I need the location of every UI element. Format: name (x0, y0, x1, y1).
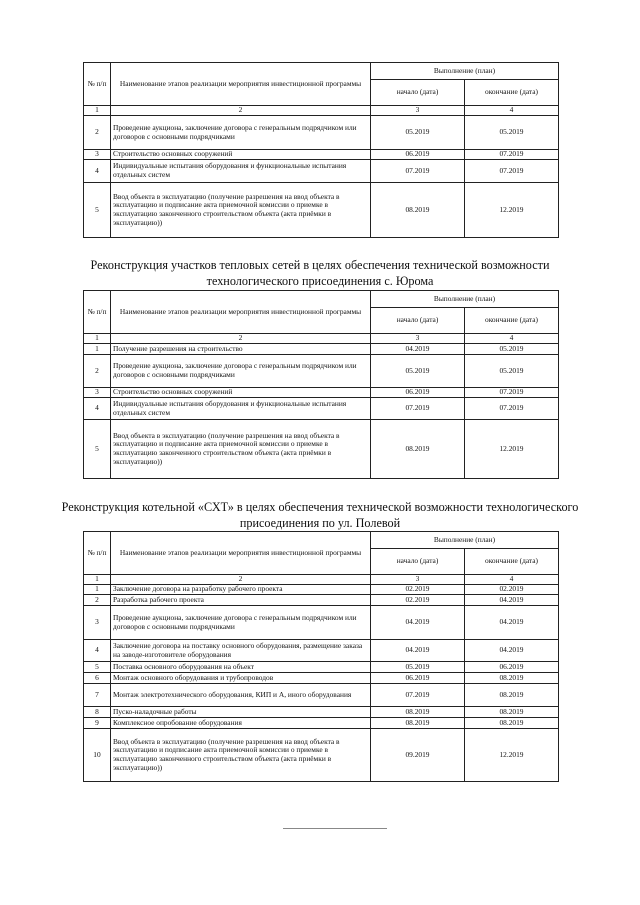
row-stage: Поставка основного оборудования на объект (111, 662, 371, 673)
row-stage: Строительство основных сооружений (111, 388, 371, 398)
header-stage: Наименование этапов реализации мероприятия инвестиционной программы (111, 291, 371, 334)
row-num: 2 (84, 355, 111, 388)
row-stage: Проведение аукциона, заключение договора с генеральным подрядчиком или договоров с основными подрядчиками (111, 606, 371, 640)
row-num: 3 (84, 388, 111, 398)
row-stage: Проведение аукциона, заключение договора с генеральным подрядчиком или договоров с основными подрядчиками (111, 355, 371, 388)
table-row (84, 673, 559, 684)
row-stage: Проведение аукциона, заключение договора с генеральным подрядчиком или договоров с основными подрядчиками (111, 116, 371, 150)
row-start: 06.2019 (371, 150, 465, 160)
row-num: 7 (84, 684, 111, 707)
header-stage: Наименование этапов реализации мероприятия инвестиционной программы (111, 532, 371, 575)
header-num: № п/п (84, 63, 111, 106)
table-row (84, 729, 559, 782)
row-end: 12.2019 (465, 420, 559, 479)
header-idx-2: 2 (111, 334, 371, 344)
table-row (84, 585, 559, 595)
row-start: 07.2019 (371, 160, 465, 183)
table-row (84, 684, 559, 707)
row-num: 4 (84, 640, 111, 662)
table-row (84, 355, 559, 388)
header-idx-1: 1 (84, 575, 111, 585)
table-row (84, 718, 559, 729)
row-end: 12.2019 (465, 183, 559, 238)
header-exec: Выполнение (план) (371, 291, 559, 308)
table-row (84, 707, 559, 718)
row-start: 04.2019 (371, 344, 465, 355)
header-start: начало (дата) (371, 549, 465, 575)
header-idx-4: 4 (465, 575, 559, 585)
section-2-title: Реконструкция участков тепловых сетей в целях обеспечения технической возможности технологического присоединения с. Юрома (90, 258, 550, 288)
header-idx-3: 3 (371, 575, 465, 585)
row-num: 1 (84, 585, 111, 595)
row-stage: Заключение договора на поставку основного оборудования, размещение заказа на заводе-изготовителе оборудования (111, 640, 371, 662)
row-stage: Ввод объекта в эксплуатацию (получение разрешения на ввод объекта в эксплуатацию и подписание акта приемочной комиссии о приемке в эксплуатацию законченного строительством объекта (акта приёмки в эксплуатацию)) (111, 729, 371, 782)
row-start: 04.2019 (371, 640, 465, 662)
row-start: 07.2019 (371, 398, 465, 420)
header-idx-3: 3 (371, 334, 465, 344)
row-end: 05.2019 (465, 344, 559, 355)
header-start: начало (дата) (371, 80, 465, 106)
schedule-table-3 (83, 531, 559, 782)
row-start: 08.2019 (371, 420, 465, 479)
header-idx-4: 4 (465, 106, 559, 116)
row-num: 1 (84, 344, 111, 355)
section-3-title: Реконструкция котельной «СХТ» в целях обеспечения технической возможности технологического присоединения по ул. Полевой (61, 500, 579, 530)
row-stage: Монтаж основного оборудования и трубопроводов (111, 673, 371, 684)
row-end: 06.2019 (465, 662, 559, 673)
row-num: 9 (84, 718, 111, 729)
table-row (84, 398, 559, 420)
header-idx-1: 1 (84, 106, 111, 116)
row-start: 04.2019 (371, 606, 465, 640)
row-start: 06.2019 (371, 388, 465, 398)
row-stage: Комплексное опробование оборудования (111, 718, 371, 729)
row-stage: Ввод объекта в эксплуатацию (получение разрешения на ввод объекта в эксплуатацию и подписание акта приемочной комиссии о приемке в эксплуатацию законченного строительством объекта (акта приёмки в эксплуатацию)) (111, 183, 371, 238)
row-num: 3 (84, 150, 111, 160)
row-end: 08.2019 (465, 673, 559, 684)
row-stage: Разработка рабочего проекта (111, 595, 371, 606)
row-stage: Пуско-наладочные работы (111, 707, 371, 718)
row-num: 5 (84, 662, 111, 673)
row-end: 04.2019 (465, 606, 559, 640)
header-num: № п/п (84, 291, 111, 334)
row-end: 07.2019 (465, 398, 559, 420)
row-num: 10 (84, 729, 111, 782)
row-stage: Заключение договора на разработку рабочего проекта (111, 585, 371, 595)
table-row (84, 116, 559, 150)
row-end: 08.2019 (465, 684, 559, 707)
table-row (84, 420, 559, 479)
row-start: 08.2019 (371, 718, 465, 729)
schedule-table-1 (83, 62, 559, 238)
row-num: 6 (84, 673, 111, 684)
row-num: 2 (84, 116, 111, 150)
row-stage: Ввод объекта в эксплуатацию (получение разрешения на ввод объекта в эксплуатацию и подписание акта приемочной комиссии о приемке в эксплуатацию законченного строительством объекта (акта приёмки в эксплуатацию)) (111, 420, 371, 479)
row-end: 07.2019 (465, 160, 559, 183)
row-stage: Монтаж электротехнического оборудования, КИП и А, иного оборудования (111, 684, 371, 707)
table-row (84, 662, 559, 673)
row-start: 07.2019 (371, 684, 465, 707)
schedule-table-2 (83, 290, 559, 479)
row-num: 2 (84, 595, 111, 606)
row-start: 02.2019 (371, 585, 465, 595)
header-exec: Выполнение (план) (371, 63, 559, 80)
header-start: начало (дата) (371, 308, 465, 334)
row-start: 06.2019 (371, 673, 465, 684)
table-row (84, 640, 559, 662)
row-stage: Получение разрешения на строительство (111, 344, 371, 355)
row-num: 8 (84, 707, 111, 718)
row-start: 05.2019 (371, 662, 465, 673)
row-end: 07.2019 (465, 388, 559, 398)
row-num: 4 (84, 398, 111, 420)
header-idx-3: 3 (371, 106, 465, 116)
row-end: 08.2019 (465, 707, 559, 718)
header-idx-2: 2 (111, 106, 371, 116)
row-start: 02.2019 (371, 595, 465, 606)
row-num: 5 (84, 420, 111, 479)
header-idx-2: 2 (111, 575, 371, 585)
row-end: 05.2019 (465, 355, 559, 388)
row-end: 07.2019 (465, 150, 559, 160)
row-end: 04.2019 (465, 595, 559, 606)
header-end: окончание (дата) (465, 549, 559, 575)
row-start: 09.2019 (371, 729, 465, 782)
table-row (84, 344, 559, 355)
header-exec: Выполнение (план) (371, 532, 559, 549)
row-num: 4 (84, 160, 111, 183)
row-end: 02.2019 (465, 585, 559, 595)
row-start: 08.2019 (371, 707, 465, 718)
table-row (84, 606, 559, 640)
row-start: 05.2019 (371, 116, 465, 150)
row-stage: Индивидуальные испытания оборудования и функциональные испытания отдельных систем (111, 160, 371, 183)
row-stage: Строительство основных сооружений (111, 150, 371, 160)
header-idx-4: 4 (465, 334, 559, 344)
header-end: окончание (дата) (465, 308, 559, 334)
table-row (84, 595, 559, 606)
row-end: 12.2019 (465, 729, 559, 782)
table-row (84, 150, 559, 160)
row-end: 05.2019 (465, 116, 559, 150)
header-num: № п/п (84, 532, 111, 575)
row-start: 08.2019 (371, 183, 465, 238)
row-end: 04.2019 (465, 640, 559, 662)
header-end: окончание (дата) (465, 80, 559, 106)
table-row (84, 160, 559, 183)
header-idx-1: 1 (84, 334, 111, 344)
row-stage: Индивидуальные испытания оборудования и функциональные испытания отдельных систем (111, 398, 371, 420)
row-start: 05.2019 (371, 355, 465, 388)
footer-divider (283, 828, 387, 829)
row-num: 5 (84, 183, 111, 238)
row-num: 3 (84, 606, 111, 640)
header-stage: Наименование этапов реализации мероприятия инвестиционной программы (111, 63, 371, 106)
table-row (84, 388, 559, 398)
table-row (84, 183, 559, 238)
row-end: 08.2019 (465, 718, 559, 729)
